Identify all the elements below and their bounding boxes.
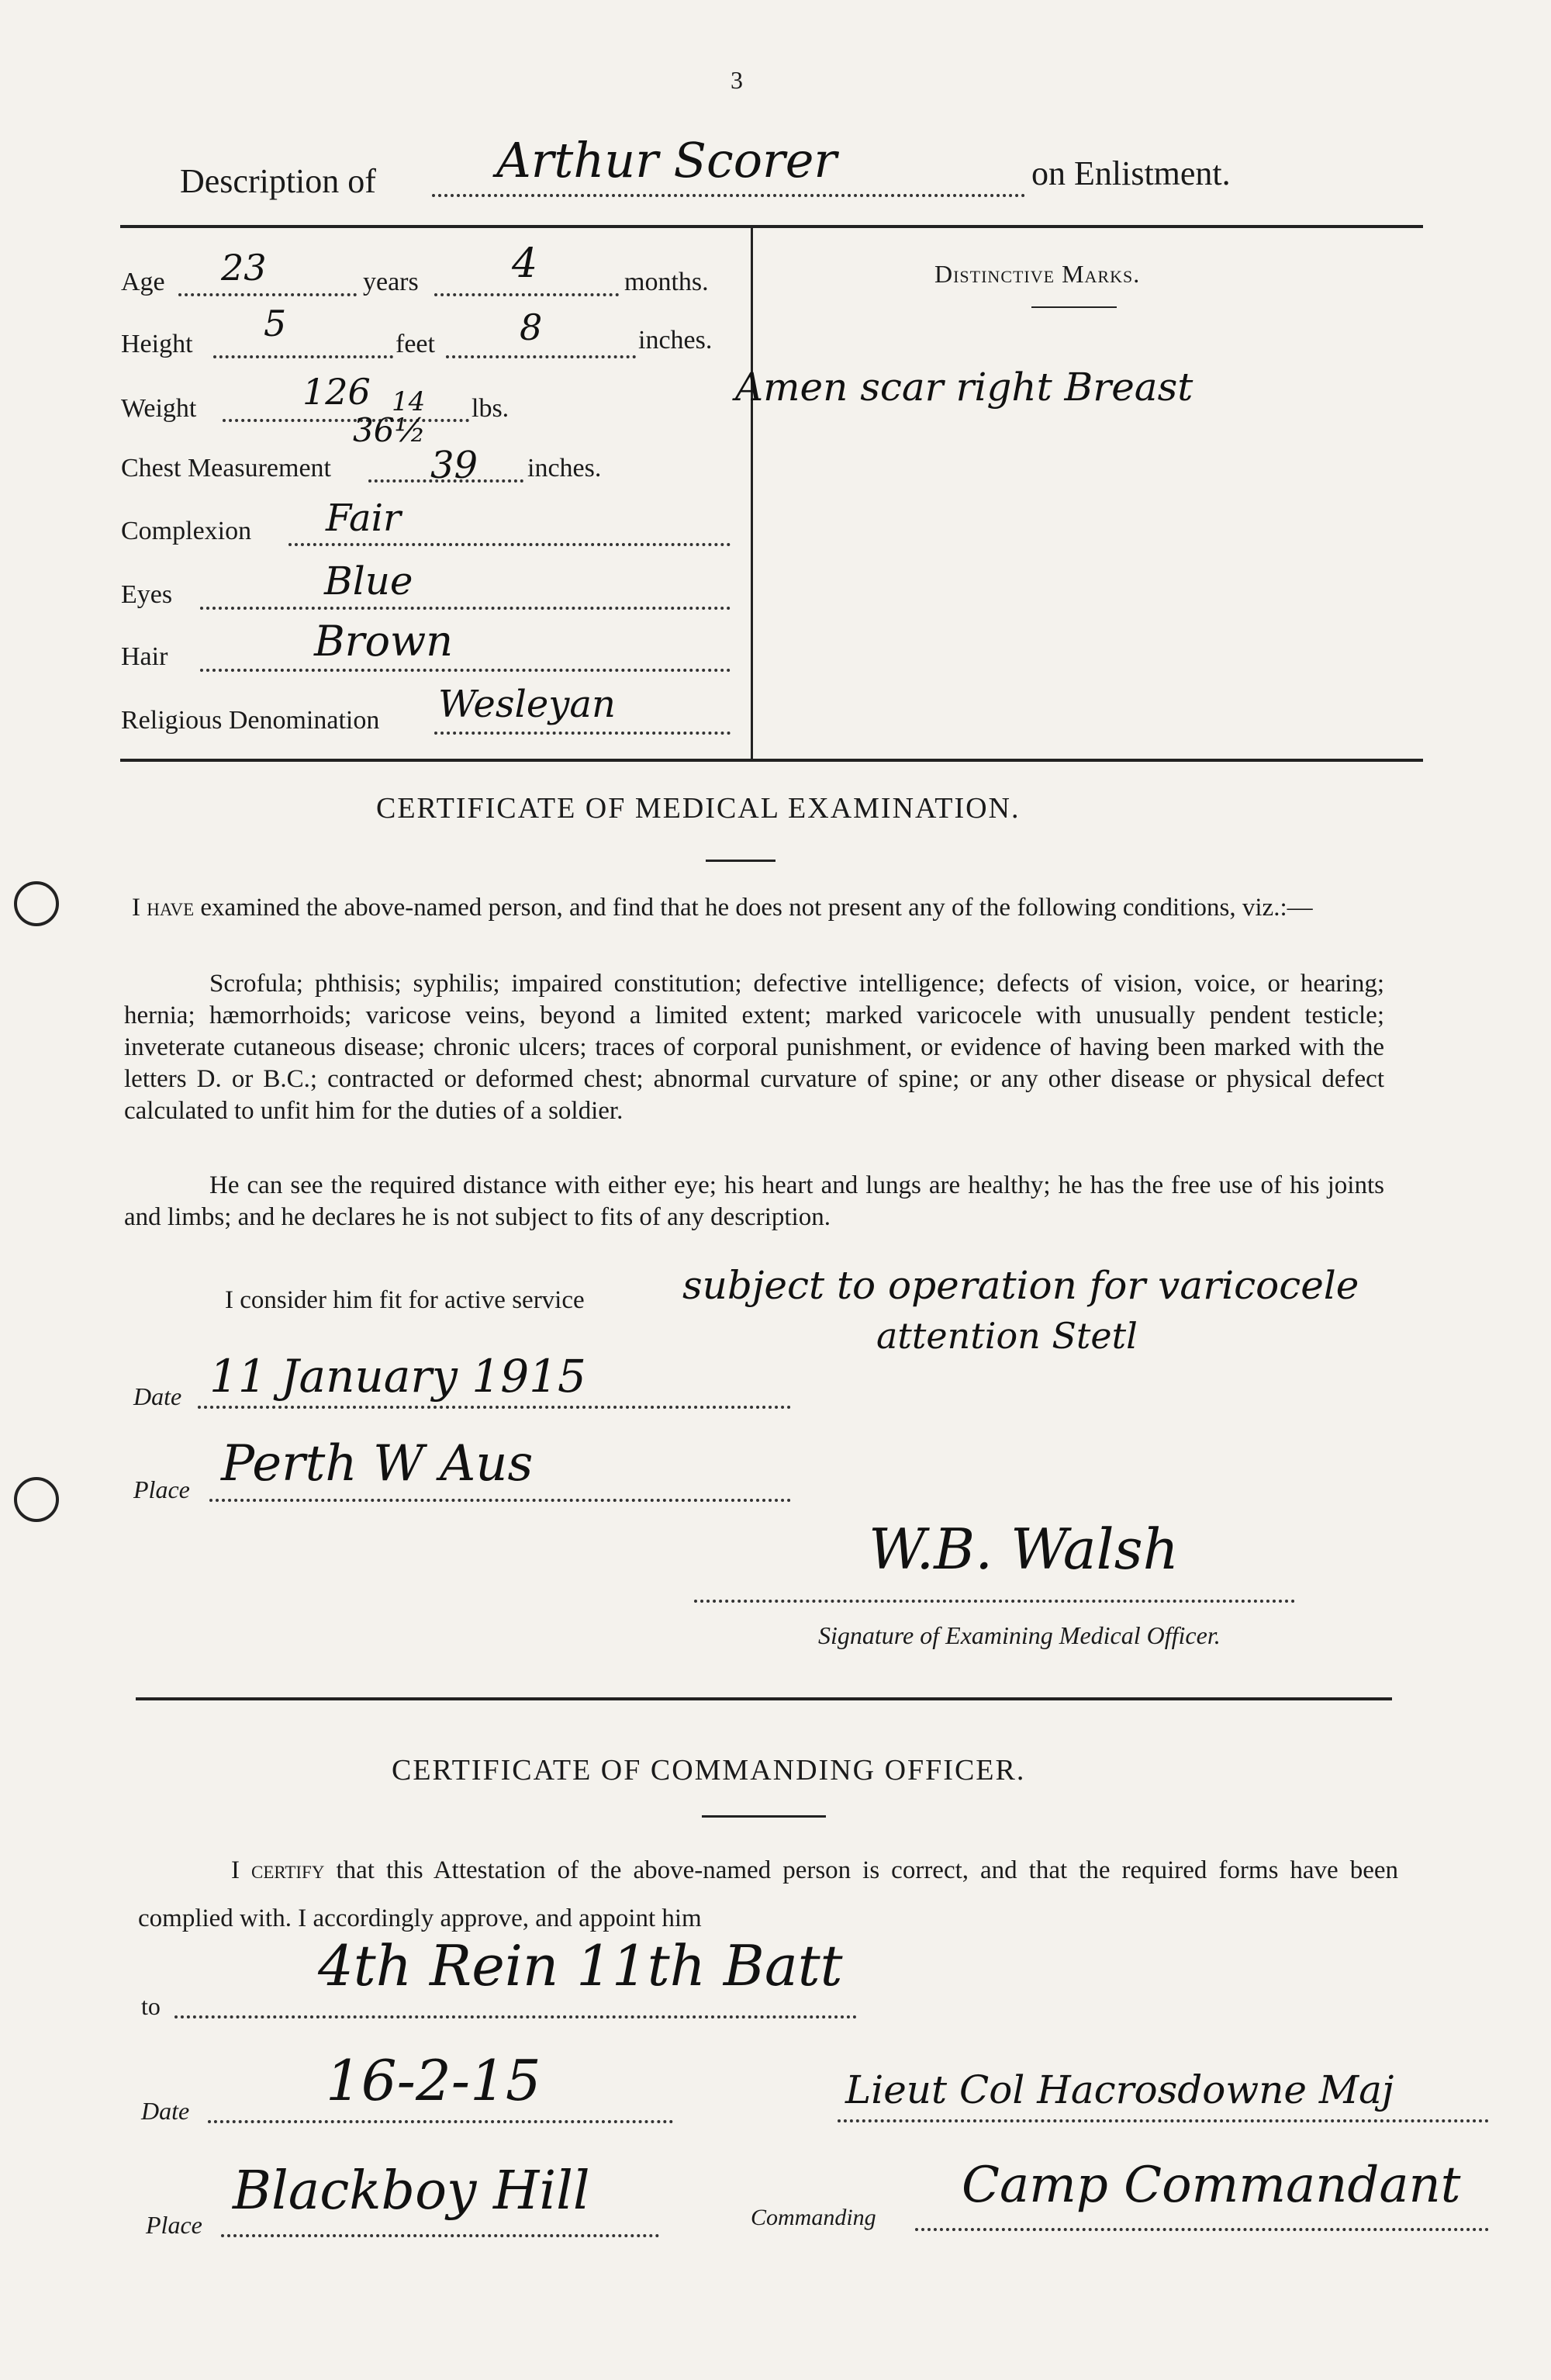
commanding-to-line [174, 2015, 857, 2019]
medical-date-line [198, 1406, 791, 1409]
weight-line [223, 419, 469, 422]
top-rule [120, 225, 1423, 228]
height-inches-line [446, 355, 636, 358]
commanding-para-lead: I certify [231, 1856, 325, 1884]
years-label: years [363, 268, 419, 296]
medical-date-value: 11 January 1915 [209, 1350, 586, 1403]
medical-place-value: Perth W Aus [221, 1435, 534, 1493]
hair-label: Hair [121, 642, 168, 671]
height-label: Height [121, 330, 193, 358]
inches-label: inches. [638, 326, 713, 355]
page-number: 3 [731, 66, 743, 94]
commanding-place-label: Place [146, 2211, 202, 2239]
lbs-label: lbs. [472, 394, 510, 423]
medical-place-line [209, 1499, 791, 1502]
consider-text: I consider him fit for active service [225, 1286, 585, 1314]
feet-label: feet [396, 330, 435, 358]
complexion-label: Complexion [121, 517, 252, 545]
commanding-signature: Lieut Col Hacrosdowne Maj [845, 2067, 1394, 2112]
medical-signature-line [694, 1600, 1295, 1603]
age-months-line [434, 293, 619, 296]
distinctive-marks-heading: Distinctive Marks. [934, 260, 1141, 288]
medical-para-1 [124, 892, 1384, 924]
commanding-to-value: 4th Rein 11th Batt [318, 1933, 843, 1998]
commanding-place-value: Blackboy Hill [233, 2160, 590, 2222]
medical-signature: W.B. Walsh [869, 1517, 1180, 1582]
commanding-date-value: 16-2-15 [326, 2048, 541, 2113]
religion-line [434, 732, 731, 735]
consider-hand-2: attention Stetl [876, 1315, 1138, 1357]
commanding-para-text: that this Attestation of the above-named person is correct, and that the required forms have been complied with. I accordingly approve, and appoint him [138, 1856, 1399, 1932]
consider-hand-1: subject to operation for varicocele [682, 1263, 1359, 1308]
medical-para-1-text: examined the above-named person, and find that he does not present any of the following conditions, viz.:— [200, 894, 1313, 922]
commanding-date-label: Date [141, 2097, 190, 2125]
religion-value: Wesleyan [438, 683, 616, 726]
eyes-label: Eyes [121, 580, 173, 609]
eyes-value: Blue [324, 559, 413, 604]
age-months: 4 [512, 240, 538, 287]
medical-top-rule [120, 759, 1423, 762]
punch-hole-bottom [14, 1477, 59, 1522]
complexion-value: Fair [326, 496, 401, 540]
weight-value-2: 14 [392, 386, 426, 417]
commanding-signature-line [838, 2119, 1489, 2122]
hair-value: Brown [314, 617, 454, 666]
hair-line [200, 669, 731, 672]
distinctive-marks-value: Amen scar right Breast [735, 365, 1193, 410]
commanding-officer-line [915, 2228, 1489, 2231]
chest-value: 39 [430, 444, 478, 487]
chest-value-upper: 36½ [353, 411, 427, 449]
medical-para-2: Scrofula; phthisis; syphilis; impaired constitution; defective intelligence; defects of vision, voice, or hearing; hernia; hæmorrhoids; varicose veins, beyond a limited extent; marked varicocele with unusually pendent testicle; inveterate cutaneous disease; chronic ulcers; traces of corporal punishment, or evidence of having been marked with the letters D. or B.C.; contracted or deformed chest; abnormal curvature of spine; or any other disease or physical defect calculated to unfit him for the duties of a soldier. [124, 970, 1384, 1125]
punch-hole-top [14, 881, 59, 926]
column-divider [751, 228, 753, 760]
commanding-date-line [208, 2120, 673, 2123]
age-years: 23 [221, 247, 267, 289]
medical-heading: CERTIFICATE OF MEDICAL EXAMINATION. [376, 792, 1021, 825]
title-name: Arthur Scorer [496, 132, 838, 189]
weight-label: Weight [121, 394, 197, 423]
commanding-top-rule [136, 1697, 1392, 1700]
commanding-para [138, 1846, 1398, 1942]
title-prefix: Description of [180, 162, 376, 200]
medical-heading-underline [706, 860, 776, 862]
age-label: Age [121, 268, 165, 296]
commanding-to-label: to [141, 1992, 161, 2020]
title-suffix: on Enlistment. [1031, 154, 1231, 192]
weight-value: 126 [302, 371, 371, 413]
commanding-heading-underline [702, 1815, 826, 1818]
chest-inches-label: inches. [527, 454, 602, 483]
medical-para-1-lead: I have [132, 894, 195, 922]
medical-signature-label: Signature of Examining Medical Officer. [818, 1621, 1221, 1649]
religion-label: Religious Denomination [121, 706, 380, 735]
title-name-line [432, 194, 1025, 197]
eyes-line [200, 607, 731, 610]
height-feet: 5 [264, 303, 287, 344]
commanding-place-line [221, 2234, 659, 2237]
age-years-line [178, 293, 357, 296]
chest-label: Chest Measurement [121, 454, 331, 483]
commanding-value: Camp Commandant [962, 2157, 1461, 2214]
commanding-label: Commanding [751, 2205, 876, 2230]
complexion-line [288, 543, 731, 546]
height-inches: 8 [520, 306, 543, 348]
medical-para-3: He can see the required distance with either eye; his heart and lungs are healthy; he has the free use of his joints and limbs; and he declares he is not subject to fits of any description. [124, 1171, 1384, 1231]
distinctive-marks-underline [1031, 306, 1117, 308]
height-feet-line [213, 355, 393, 358]
medical-date-label: Date [133, 1382, 182, 1410]
months-label: months. [624, 268, 709, 296]
commanding-heading: CERTIFICATE OF COMMANDING OFFICER. [392, 1754, 1026, 1787]
medical-place-label: Place [133, 1475, 190, 1503]
